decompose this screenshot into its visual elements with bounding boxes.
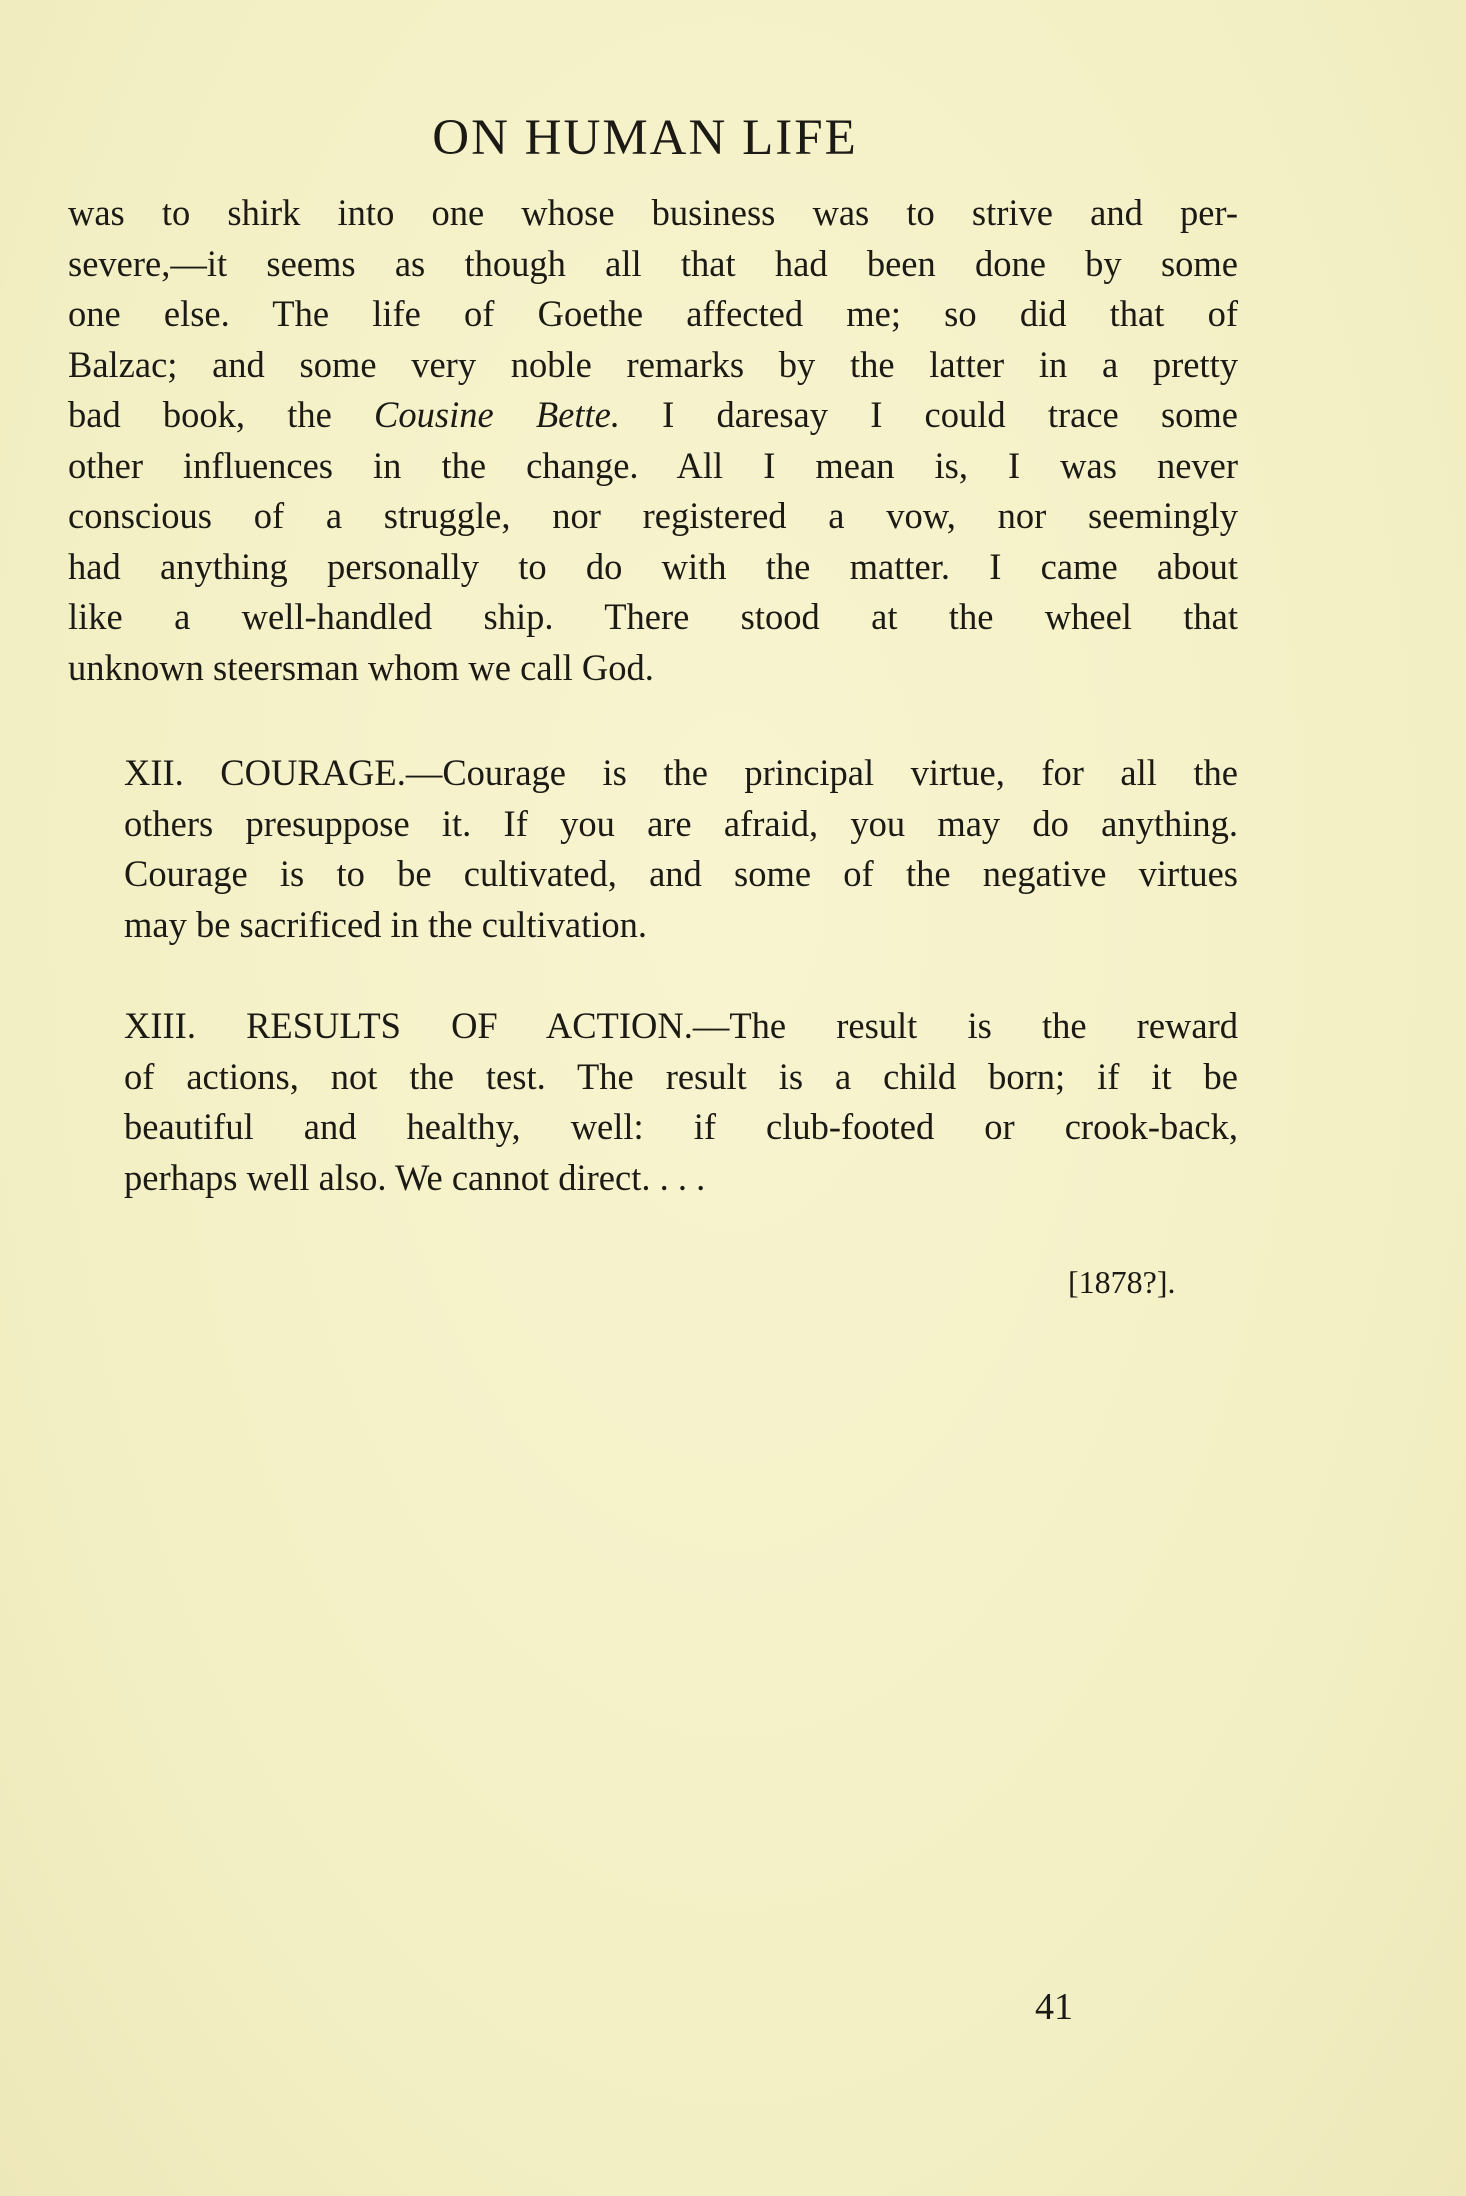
text-line [68, 390, 1238, 441]
page-number: 41 [1035, 1986, 1073, 2028]
text-line: beautiful and healthy, well: if club-footed or crook-back, [124, 1106, 1238, 1147]
text-line: conscious of a struggle, nor registered a vow, nor seemingly [68, 495, 1238, 536]
paragraph-results-of-action [68, 1001, 1238, 1203]
text-line: like a well-handled ship. There stood at the wheel that [68, 596, 1238, 637]
text-line: other influences in the change. All I mean is, I was never [68, 444, 1238, 486]
date-note: [1878?]. [1068, 1264, 1176, 1300]
text-line: XII. COURAGE.—Courage is the principal virtue, for all the [124, 752, 1238, 793]
text-line: Balzac; and some very noble remarks by the latter in a pretty [68, 343, 1238, 385]
text-fragment: I daresay I could trace some [619, 394, 1238, 435]
text-line: may be sacrificed in the cultivation. [124, 903, 647, 945]
text-fragment: bad book, the [68, 394, 375, 435]
italic-title: Cousine Bette. [374, 394, 620, 435]
paragraph-continuation [68, 188, 1238, 693]
text-line: of actions, not the test. The result is a child born; if it be [124, 1055, 1238, 1097]
text-line: XIII. RESULTS OF ACTION.—The result is the reward [124, 1005, 1238, 1046]
running-head: ON HUMAN LIFE [432, 110, 858, 166]
text-line: severe,—it seems as though all that had been done by some [68, 242, 1238, 284]
text-line: one else. The life of Goethe affected me; so did that of [68, 293, 1238, 334]
text-line: Courage is to be cultivated, and some of the negative virtues [124, 853, 1238, 894]
text-line: others presuppose it. If you are afraid, you may do anything. [124, 802, 1238, 844]
text-line: perhaps well also. We cannot direct. . . . [124, 1156, 706, 1198]
paragraph-courage [68, 748, 1238, 950]
text-line: unknown steersman whom we call God. [68, 646, 654, 688]
text-line: was to shirk into one whose business was to strive and per- [68, 192, 1238, 233]
text-line: had anything personally to do with the matter. I came about [68, 545, 1238, 587]
